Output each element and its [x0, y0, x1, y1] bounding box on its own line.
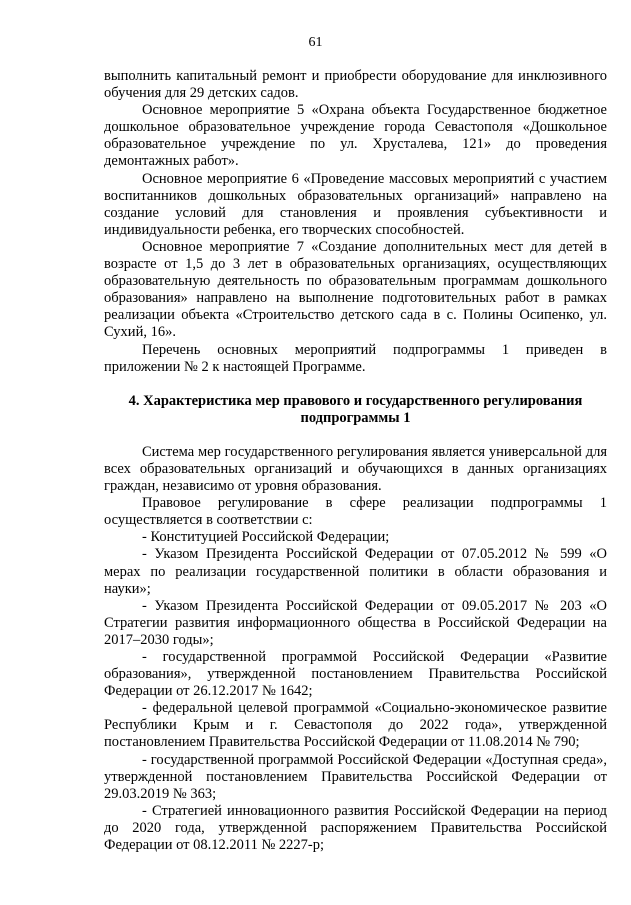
list-item-decree-599: - Указом Президента Российской Федерации от 07.05.2012 № 599 «О мерах по реализации государственной политики в области образования и науки»; [104, 546, 607, 597]
paragraph-continuation: выполнить капитальный ремонт и приобрести оборудование для инклюзивного обучения для 29 детских садов. [104, 68, 607, 102]
paragraph-main-activity-6: Основное мероприятие 6 «Проведение массовых мероприятий с участием воспитанников дошкольных образовательных организаций» направлено на создание условий для становления и проявления субъективности и индивидуальности ребенка, его творческих способностей. [104, 170, 607, 238]
section-heading: 4. Характеристика мер правового и государственного регулирования подпрограммы 1 [128, 392, 583, 426]
document-body [104, 68, 607, 854]
list-item-accessible-environment: - государственной программой Российской Федерации «Доступная среда», утвержденной постановлением Правительства Российской Федерации от 29.03.2019 № 363; [104, 751, 607, 802]
paragraph-legal-regulation: Правовое регулирование в сфере реализации подпрограммы 1 осуществляется в соответствии с: [104, 495, 607, 529]
paragraph-main-activity-5: Основное мероприятие 5 «Охрана объекта Государственное бюджетное дошкольное образовательное учреждение города Севастополя «Дошкольное образовательное учреждение по ул. Хрусталева, 121» до проведения демонтажных работ». [104, 102, 607, 170]
list-item-constitution: - Конституцией Российской Федерации; [142, 529, 390, 546]
paragraph-regulation-system: Система мер государственного регулирования является универсальной для всех образовательных организаций и обучающихся в данных организациях граждан, независимо от уровня образования. [104, 443, 607, 495]
paragraph-main-activity-7: Основное мероприятие 7 «Создание дополнительных мест для детей в возрасте от 1,5 до 3 лет в образовательных организациях, осуществляющих образовательную деятельность по образовательным программам дошкольного образования» направлено на выполнение подготовительных работ в рамках реализации объекта «Строительство детского сада в с. Полины Осипенко, ул. Сухий, 16». [104, 238, 607, 341]
list-item-program-education: - государственной программой Российской Федерации «Развитие образования», утвержденной постановлением Правительства Российской Федерации от 26.12.2017 № 1642; [104, 649, 607, 700]
paragraph-activities-list: Перечень основных мероприятий подпрограммы 1 приведен в приложении № 2 к настоящей Программе. [104, 341, 607, 375]
list-item-innovation-strategy: - Стратегией инновационного развития Российской Федерации на период до 2020 года, утвержденной распоряжением Правительства Российской Федерации от 08.12.2011 № 2227-р; [104, 802, 607, 854]
list-item-federal-target-program: - федеральной целевой программой «Социально-экономическое развитие Республики Крым и г. Севастополя до 2022 года», утвержденной постановлением Правительства Российской Федерации от 11.08.2014 № 790; [104, 700, 607, 751]
list-item-decree-203: - Указом Президента Российской Федерации от 09.05.2017 № 203 «О Стратегии развития информационного общества в Российской Федерации на 2017–2030 годы»; [104, 597, 607, 648]
page-number: 61 [308, 35, 323, 50]
